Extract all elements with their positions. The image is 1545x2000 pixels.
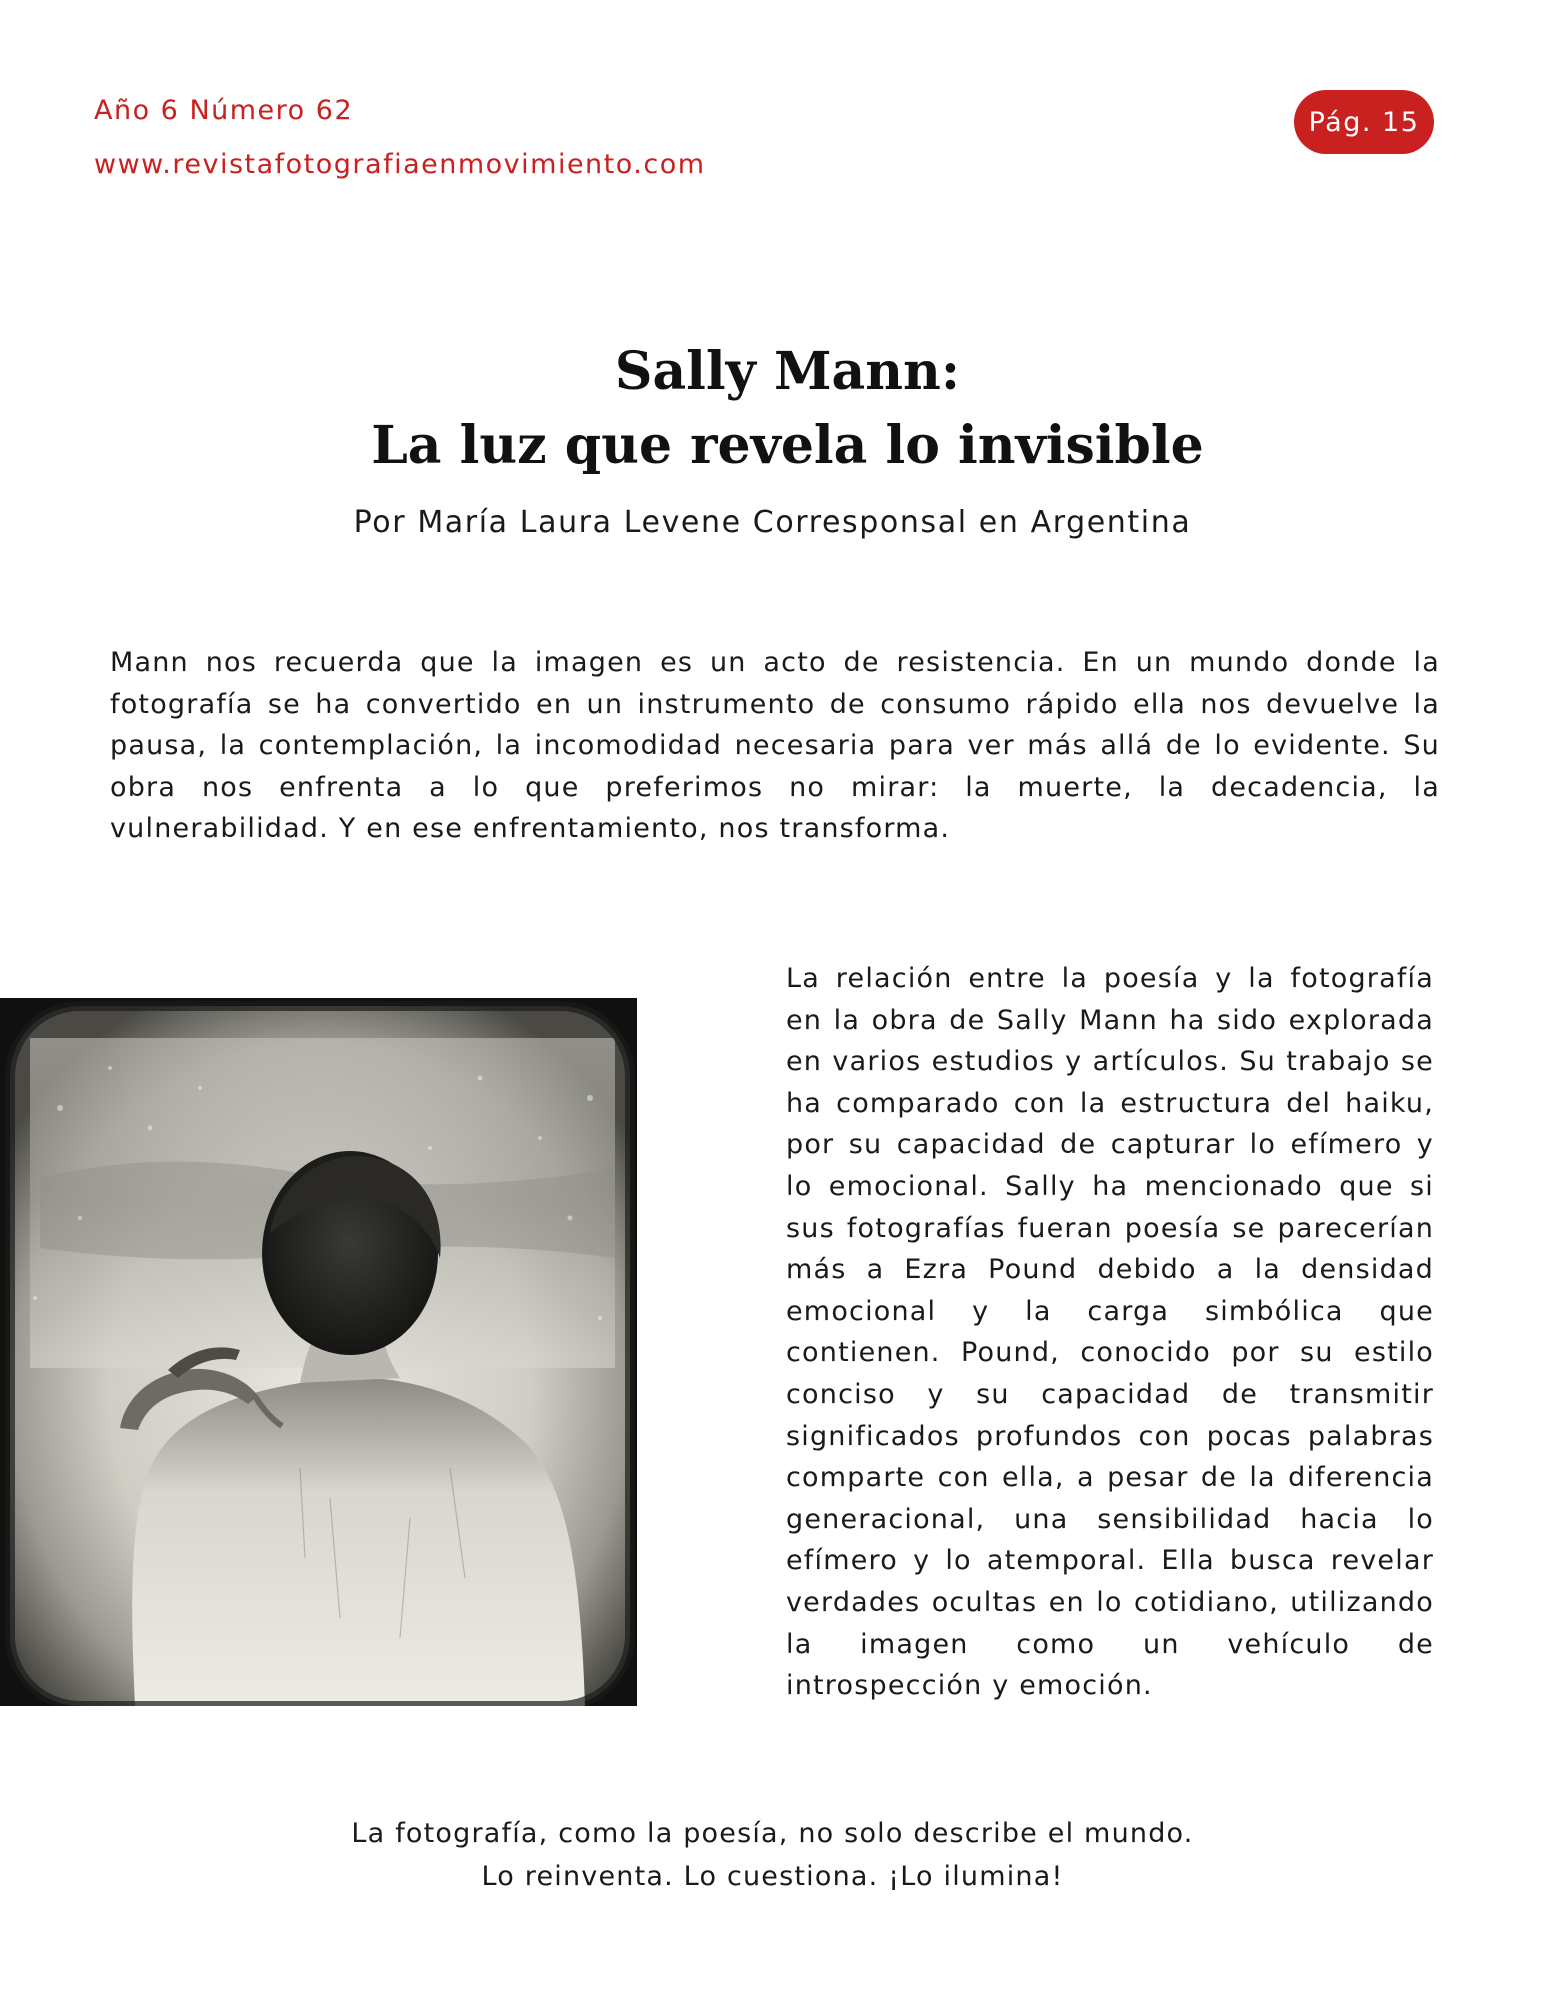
page-number-label: Pág. 15 [1308, 106, 1420, 138]
closing-line-2: Lo reinventa. Lo cuestiona. ¡Lo ilumina! [481, 1861, 1064, 1892]
title-line-2: La luz que revela lo invisible [371, 415, 1204, 476]
issue-number: Año 6 Número 62 [94, 95, 354, 126]
body-column: La relación entre la poesía y la fotografía en la obra de Sally Mann ha sido explorada en varios estudios y artículos. Su trabajo se ha comparado con la estructura del haiku, por su capacidad de capturar lo efímero y lo emocional. Sally ha mencionado que si sus fotografías fueran poesía se parecerían más a Ezra Pound debido a la densidad emocional y la carga simbólica que contienen. Pound, conocido por su estilo conciso y su capacidad de transmitir significados profundos con pocas palabras comparte con ella, a pesar de la diferencia generacional, una sensibilidad hacia lo efímero y lo atemporal. Ella busca revelar verdades ocultas en lo cotidiano, utilizando la imagen como un vehículo de introspección y emoción. [786, 963, 1434, 1702]
website-link[interactable]: www.revistafotografiaenmovimiento.com [94, 149, 706, 180]
byline: Por María Laura Levene Corresponsal en Argentina [353, 505, 1192, 540]
photo-illustration [0, 998, 637, 1706]
page-number-badge [1294, 90, 1434, 154]
closing-quote [0, 1812, 1545, 1898]
article-photo [0, 998, 637, 1706]
title-line-1: Sally Mann: [614, 341, 961, 402]
article-title [0, 335, 1545, 483]
issue-header [94, 84, 706, 192]
intro-paragraph: Mann nos recuerda que la imagen es un acto de resistencia. En un mundo donde la fotografía se ha convertido en un instrumento de consumo rápido ella nos devuelve la pausa, la contemplación, la incomodidad necesaria para ver más allá de lo evidente. Su obra nos enfrenta a lo que preferimos no mirar: la muerte, la decadencia, la vulnerabilidad. Y en ese enfrentamiento, nos transforma. [110, 647, 1440, 844]
closing-line-1: La fotografía, como la poesía, no solo describe el mundo. [351, 1818, 1194, 1849]
